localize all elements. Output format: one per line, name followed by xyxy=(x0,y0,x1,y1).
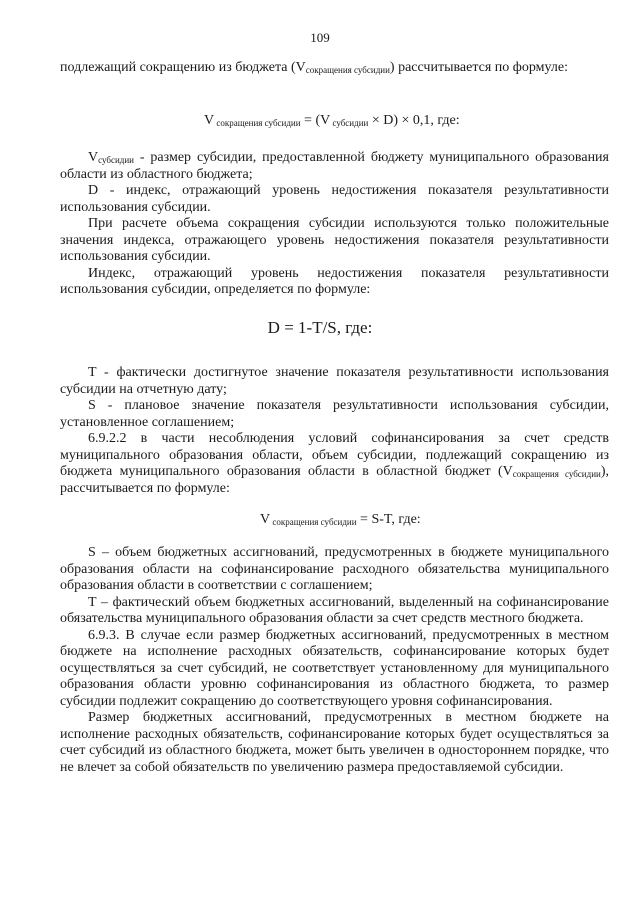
definition-t-budget: T – фактический объем бюджетных ассигнований, выделенный на софинансирование обязательства муниципального образования области за счет средств местного бюджета. xyxy=(60,594,609,626)
intro-paragraph xyxy=(60,60,609,77)
definitions-block-2 xyxy=(60,365,609,497)
definitions-block-1 xyxy=(60,150,609,299)
intro-text-tail: ) рассчитывается по формуле: xyxy=(389,60,568,75)
formula-index-d: D = 1-T/S, где: xyxy=(267,318,373,337)
definition-s-budget: S – объем бюджетных ассигнований, предусмотренных в бюджете муниципального образования области на софинансирование расходного обязательства муниципального образования области в соответствии с соглашением; xyxy=(60,545,609,593)
formula-cofinancing-reduction: V $_{сокращения субсидии}$ = S-T, где: xyxy=(260,512,421,527)
paragraph-positive-values: При расчете объема сокращения субсидии используются только положительные значения индекса, отражающего уровень недостижения показателя результативности использования субсидии. xyxy=(60,216,609,264)
definition-t: T - фактически достигнутое значение показателя результативности использования субсидии на отчетную дату; xyxy=(60,365,609,397)
intro-text: подлежащий сокращению из бюджета (V xyxy=(60,60,306,75)
definitions-block-3 xyxy=(60,545,609,776)
intro-subscript: сокращения субсидии xyxy=(305,65,390,75)
paragraph-6-9-2-2: 6.9.2.2 в части несоблюдения условий софинансирования за счет средств муниципального образования области, объем субсидии, подлежащий сокращению из бюджета муниципального образования области в областной бюджет $(V_{сокращения субсидии})$, рассчитывается по формуле: xyxy=(60,431,610,496)
definition-v-subsidy: $V_{субсидии}$ - размер субсидии, предоставленной бюджету муниципального образования области из областного бюджета; xyxy=(60,150,609,182)
formula-subsidy-reduction: V $_{сокращения субсидии}$ = (V $_{субсидии}$ × D) × 0,1, где: xyxy=(204,113,460,128)
definition-d: D - индекс, отражающий уровень недостижения показателя результативности использования субсидии. xyxy=(60,183,609,215)
paragraph-6-9-3: 6.9.3. В случае если размер бюджетных ассигнований, предусмотренных в местном бюджете на исполнение расходных обязательств, софинансирование которых будет осуществляться за счет субсидий, не соответствует установленному для муниципального образования области уровню софинансирования из областного бюджета, то размер субсидии подлежит сокращению до соответствующего уровня софинансирования. xyxy=(60,627,609,709)
definition-s: S - плановое значение показателя результативности использования субсидии, установленное соглашением; xyxy=(60,398,609,430)
page-number: 109 xyxy=(310,30,330,45)
paragraph-index-formula: Индекс, отражающий уровень недостижения показателя результативности использования субсидии, определяется по формуле: xyxy=(60,265,609,297)
paragraph-budget-increase: Размер бюджетных ассигнований, предусмотренных в местном бюджете на исполнение расходных обязательств, софинансирование которых будет осуществляться за счет субсидий из областного бюджета, может быть увеличен в одностороннем порядке, что не влечет за собой обязательств по увеличению размера предоставляемой субсидии. xyxy=(60,710,609,775)
